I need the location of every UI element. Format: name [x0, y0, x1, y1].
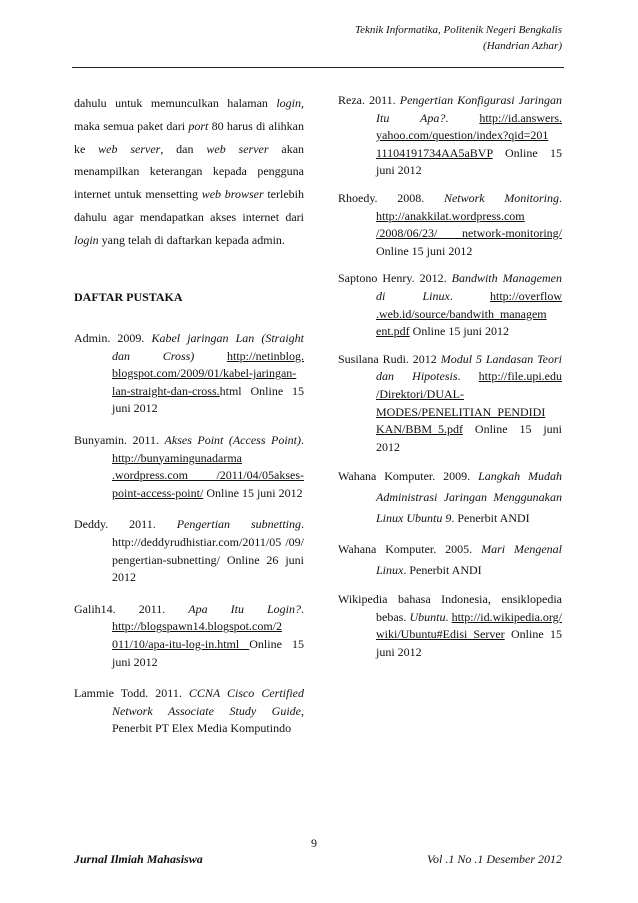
header-rule [72, 67, 564, 68]
ref-rhoedy-link[interactable]: http://anakkilat.wordpress.com /2008/06/23/ network-monitoring/ [376, 208, 562, 241]
ref-reza: Reza. 2011. Pengertian Konfigurasi Jaringan Itu Apa?. http://id.answers. yahoo.com/question/index?qid=201 11104191734AA5aBVP Online 15 juni 2012 [338, 93, 562, 178]
ref-susilana-link[interactable]: http://file.upi.edu /Direktori/DUAL-MODES/PENELITIAN_PENDIDI KAN/BBM_5.pdf [376, 369, 562, 437]
ref-deddy: Deddy. 2011. Pengertian subnetting. http://deddyrudhistiar.com/2011/05 /09/ pengertian-subnetting/ Online 26 juni 2012 [74, 517, 304, 585]
footer-volume: Vol .1 No .1 Desember 2012 [427, 852, 562, 866]
intro-paragraph: dahulu untuk memunculkan halaman login, maka semua paket dari port 80 harus di alihkan ke web server, dan web server akan menampilkan keterangan kepada pengguna internet untuk mensetting web browser terlebih dahulu agar mendapatkan akses internet dari login yang telah di daftarkan kepada admin. [74, 96, 305, 247]
ref-bunyamin-link[interactable]: http://bunyamingunadarma .wordpress.com /2011/04/05akses-point-access-point/ [112, 450, 304, 500]
header-author: (Handrian Azhar) [483, 40, 562, 52]
references-right [338, 92, 562, 662]
ref-admin-link[interactable]: http://netinblog. blogspot.com/2009/01/kabel-jaringan-lan-straight-dan-cross. [112, 348, 304, 398]
footer-journal: Jurnal Ilmiah Mahasiswa [74, 852, 203, 866]
ref-wikipedia: Wikipedia bahasa Indonesia, ensiklopedia bebas. Ubuntu. http://id.wikipedia.org/ wiki/Ubuntu#Edisi_Server Online 15 juni 2012 [338, 592, 563, 660]
section-title: DAFTAR PUSTAKA [74, 290, 183, 304]
ref-saptono-link[interactable]: http://overflow .web.id/source/bandwith_managem ent.pdf [376, 288, 563, 339]
ref-galih: Galih14. 2011. Apa Itu Login?. http://blogspawn14.blogspot.com/2 011/10/apa-itu-log-in.html Online 15 juni 2012 [74, 601, 305, 669]
page-number: 9 [311, 836, 317, 850]
header-institution: Teknik Informatika, Politenik Negeri Bengkalis [354, 24, 562, 36]
ref-lammie: Lammie Todd. 2011. CCNA Cisco Certified Network Associate Study Guide, Penerbit PT Elex Media Komputindo [74, 686, 304, 736]
ref-rhoedy: Rhoedy. 2008. Network Monitoring. http://anakkilat.wordpress.com /2008/06/23/ network-monitoring/ Online 15 juni 2012 [338, 190, 562, 258]
ref-reza-link[interactable]: http://id.answers. yahoo.com/question/index?qid=201 11104191734AA5aBVP [376, 110, 562, 160]
ref-susilana: Susilana Rudi. 2012 Modul 5 Landasan Teori dan Hipotesis. http://file.upi.edu /Direktori/DUAL-MODES/PENELITIAN_PENDIDI KAN/BBM_5.pdf Online 15 juni 2012 [338, 351, 562, 454]
ref-admin: Admin. 2009. Kabel jaringan Lan (Straight dan Cross) http://netinblog. blogspot.com/2009/01/kabel-jaringan-lan-straight-dan-cross.html Online 15 juni 2012 [74, 331, 304, 416]
ref-galih-link[interactable]: http://blogspawn14.blogspot.com/2 011/10/apa-itu-log-in.html [112, 619, 282, 651]
ref-wahana-2009: Wahana Komputer. 2009. Langkah Mudah Administrasi Jaringan Menggunakan Linux Ubuntu 9. Penerbit ANDI [338, 469, 563, 526]
references-left [74, 330, 304, 738]
ref-bunyamin: Bunyamin. 2011. Akses Point (Access Point). http://bunyamingunadarma .wordpress.com /2011/04/05akses-point-access-point/ Online 15 juni 2012 [74, 432, 304, 500]
ref-wahana-2005: Wahana Komputer. 2005. Mari Mengenal Linux. Penerbit ANDI [338, 542, 562, 578]
left-column [74, 92, 304, 252]
ref-saptono: Saptono Henry. 2012. Bandwith Managemen di Linux. http://overflow .web.id/source/bandwith_managem ent.pdf Online 15 juni 2012 [338, 271, 563, 339]
ref-wikipedia-link[interactable]: http://id.wikipedia.org/ wiki/Ubuntu#Edisi_Server [376, 609, 563, 642]
running-header [338, 22, 562, 54]
